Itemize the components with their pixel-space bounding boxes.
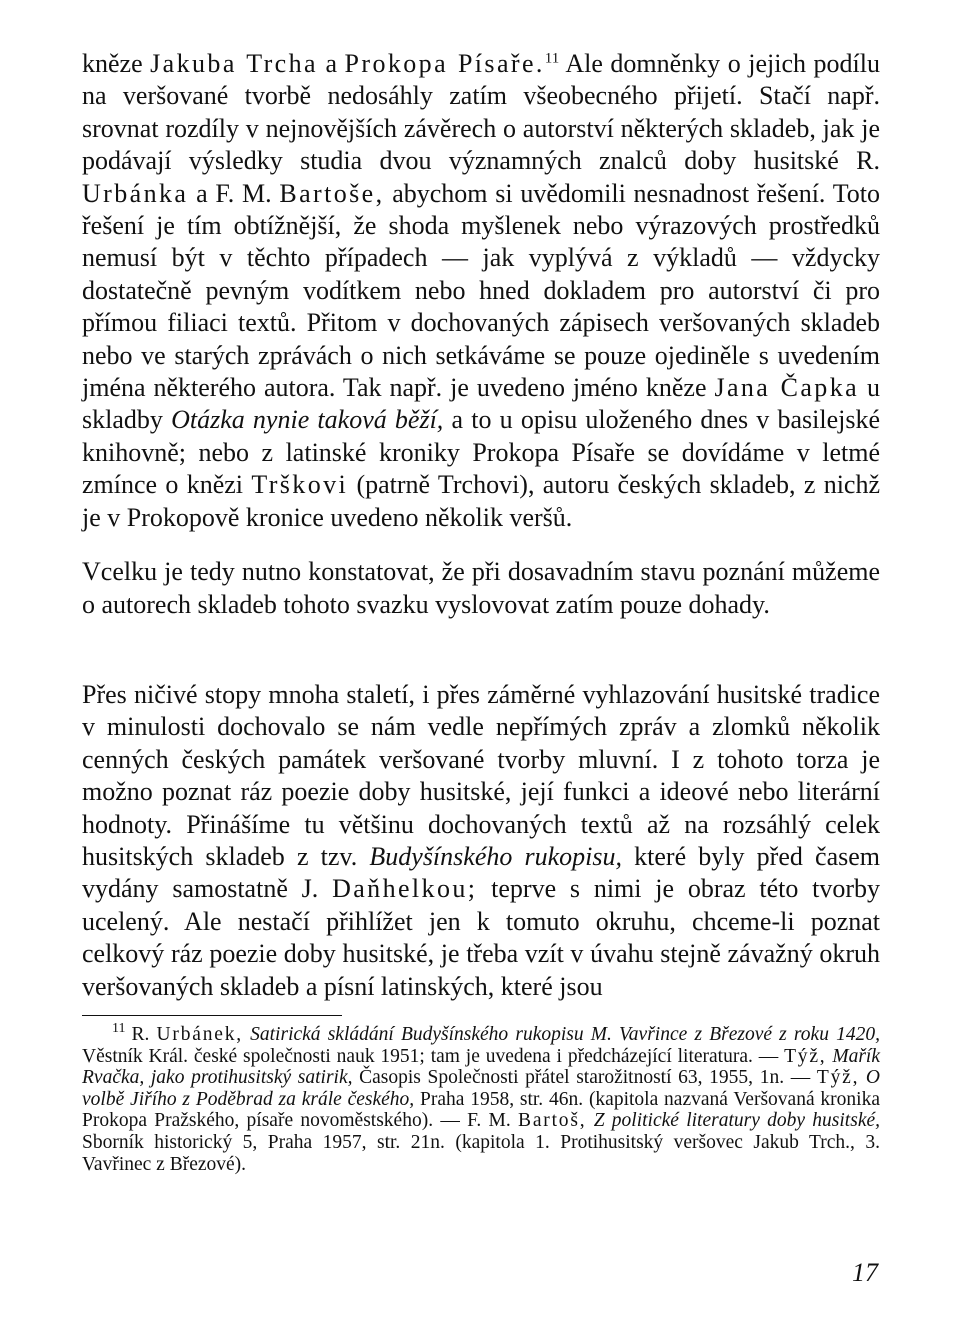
spaced-name: Prokopa Písaře. <box>344 49 545 78</box>
spaced-name: Jana Čapka <box>714 373 860 403</box>
work-title: O volbě Jiřího z Poděbrad za krále českého, <box>82 1067 881 1110</box>
spaced-name: Daňhelkou; <box>332 874 478 904</box>
footnote-divider <box>82 1015 342 1016</box>
work-title: Z politické literatury doby husitské, <box>593 1110 881 1132</box>
spaced-name: Bartoš, <box>518 1110 587 1132</box>
spaced-name: Týž, <box>784 1045 827 1067</box>
page-content <box>82 48 880 1175</box>
work-title: Mařík Rvačka, jako protihusitský satirik, <box>82 1045 880 1089</box>
footnote: $^{11}$ R. Urbánek, Satirická skládání Budyšínského rukopisu M. Vavřince z Březové z roku 1420, Věstník Král. české společnosti nauk 1951; tam je uvedena i předcházející literatura. — Týž, Mařík Rvačka, jako protihusitský satirik, Časopis Společnosti přátel starožitností 63, 1955, 1n. — Týž, O volbě Jiřího z Poděbrad za krále českého, Praha 1958, str. 46n. (kapitola nazvaná Veršovaná kronika Prokopa Pražského, písaře novoměstského). — F. M. Bartoš, Z politické literatury doby husitské, Sborník historický 5, Praha 1957, str. 21n. (kapitola 1. Protihusitský veršovec Jakub Trch., 3. Vavřinec z Březové). <box>82 1021 881 1175</box>
spaced-name: Trškovi <box>251 470 349 500</box>
work-title: Satirická skládání Budyšínského rukopisu M. Vavřince z Březové z roku 1420, <box>250 1023 881 1045</box>
spaced-name: Týž, <box>816 1067 860 1089</box>
spaced-name: Urbánka <box>82 178 189 208</box>
spaced-name: Jakuba Trcha <box>150 49 318 78</box>
spaced-name: Bartoše, <box>279 178 385 208</box>
paragraph-3: Přes ničivé stopy mnoha staletí, i přes záměrné vyhlazování husitské tradice v minulosti dochovalo se nám vedle nepřímých zpráv a zlomků několik cenných českých památek veršované tvorby mluvní. I z tohoto torza je možno poznat ráz poezie doby husitské, její funkci a ideové nebo literární hodnoty. Přinášíme tu většinu dochovaných textů až na rozsáhlý celek husitských skladeb z tzv. Budyšínského rukopisu, které byly před časem vydány samostatně J. Daňhelkou; teprve s nimi je obraz této tvorby ucelený. Ale nestačí přihlížet jen k tomuto okruhu, chceme-li poznat celkový ráz poezie doby husitské, je třeba vzít v úvahu stejně závažný okruh veršovaných skladeb a písní latinských, které jsou <box>82 679 881 1001</box>
footnote-number: 11 <box>112 1021 126 1037</box>
work-title: Otázka nynie taková běží, <box>171 405 444 435</box>
work-title: Budyšínského rukopisu, <box>369 841 623 871</box>
paragraph-2: Vcelku je tedy nutno konstatovat, že při dosavadním stavu poznání můžeme o autorech skladeb tohoto svazku vyslovovat zatím pouze dohady. <box>82 557 880 619</box>
spaced-name: Urbánek, <box>156 1023 243 1045</box>
paragraph-1: kněze Jakuba Trcha a Prokopa Písaře.$^{11}$ Ale domněnky o jejich podílu na veršované tvorbě nedosáhly zatím všeobecného přijetí. Stačí např. srovnat rozdíly v nejnovějších závěrech o autorství některých skladeb, jak je podávají výsledky studia dvou významných znalců doby husitské R. Urbánka a F. M. Bartoše, abychom si uvědomili nesnadnost řešení. Toto řešení je tím obtížnější, že shoda myšlenek nebo výrazových prostředků nemusí být v těchto případech — jak vyplývá z výkladů — vždycky dostatečně pevným vodítkem nebo hned dokladem pro autorství či pro přímou filiaci textů. Přitom v dochovaných zápisech veršovaných skladeb nebo ve starých zprávách o nich setkáváme se pouze ojediněle s uvedením jména některého autora. Tak např. je uvedeno jméno kněze Jana Čapka u skladby Otázka nynie taková běží, a to u opisu uloženého dnes v basilejské knihovně; nebo z latinské kroniky Prokopa Písaře se dovídáme v letmé zmínce o knězi Trškovi (patrně Trchovi), autoru českých skladeb, z nichž je v Prokopově kronice uvedeno několik veršů. <box>82 49 881 532</box>
footnote-reference: 11 <box>544 50 560 67</box>
page-number: 17 <box>852 1258 878 1287</box>
